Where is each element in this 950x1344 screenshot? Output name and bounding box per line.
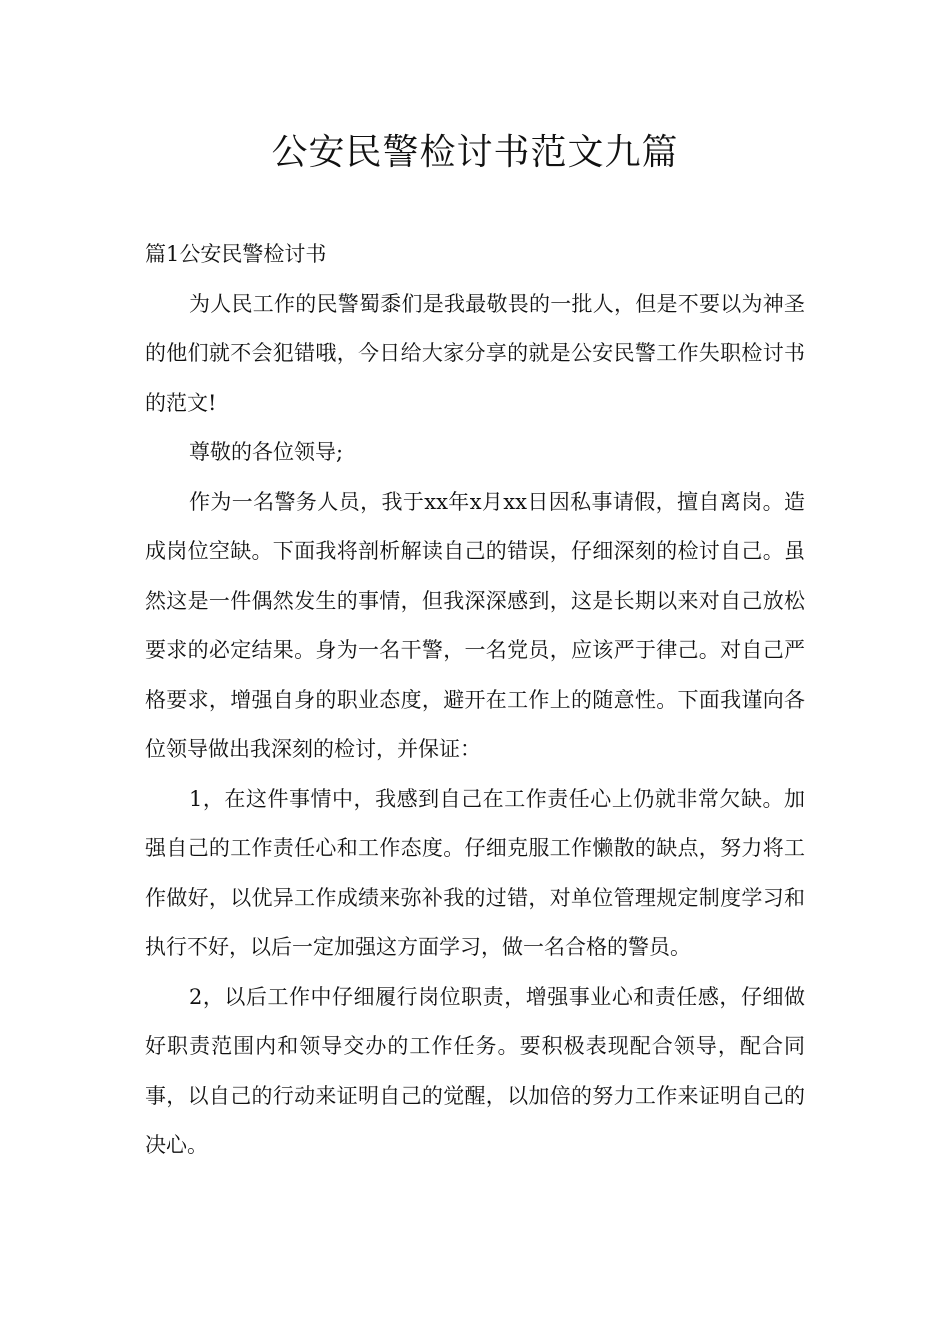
paragraph-point-1: 1，在这件事情中，我感到自己在工作责任心上仍就非常欠缺。加强自己的工作责任心和工作态度。仔细克服工作懒散的缺点，努力将工作做好，以优异工作成绩来弥补我的过错，对单位管理规定制度学习和执行不好，以后一定加强这方面学习，做一名合格的警员。 bbox=[145, 786, 805, 959]
paragraph-salutation: 尊敬的各位领导; bbox=[189, 440, 344, 464]
document-title: 公安民警检讨书范文九篇 bbox=[271, 132, 679, 173]
paragraph-main: 作为一名警务人员，我于xx年x月xx日因私事请假，擅自离岗。造成岗位空缺。下面我将剖析解读自己的错误，仔细深刻的检讨自己。虽然这是一件偶然发生的事情，但我深深感到，这是长期以来对自己放松要求的必定结果。身为一名干警，一名党员，应该严于律己。对自己严格要求，增强自身的职业态度，避开在工作上的随意性。下面我谨向各位领导做出我深刻的检讨，并保证： bbox=[145, 489, 805, 761]
document-body bbox=[145, 230, 805, 1171]
paragraph-point-2: 2，以后工作中仔细履行岗位职责，增强事业心和责任感，仔细做好职责范围内和领导交办的工作任务。要积极表现配合领导，配合同事，以自己的行动来证明自己的觉醒，以加倍的努力工作来证明自己的决心。 bbox=[145, 984, 805, 1157]
paragraph-intro: 为人民工作的民警蜀黍们是我最敬畏的一批人，但是不要以为神圣的他们就不会犯错哦，今日给大家分享的就是公安民警工作失职检讨书的范文! bbox=[145, 291, 805, 415]
section-heading: 篇1公安民警检讨书 bbox=[145, 242, 327, 266]
